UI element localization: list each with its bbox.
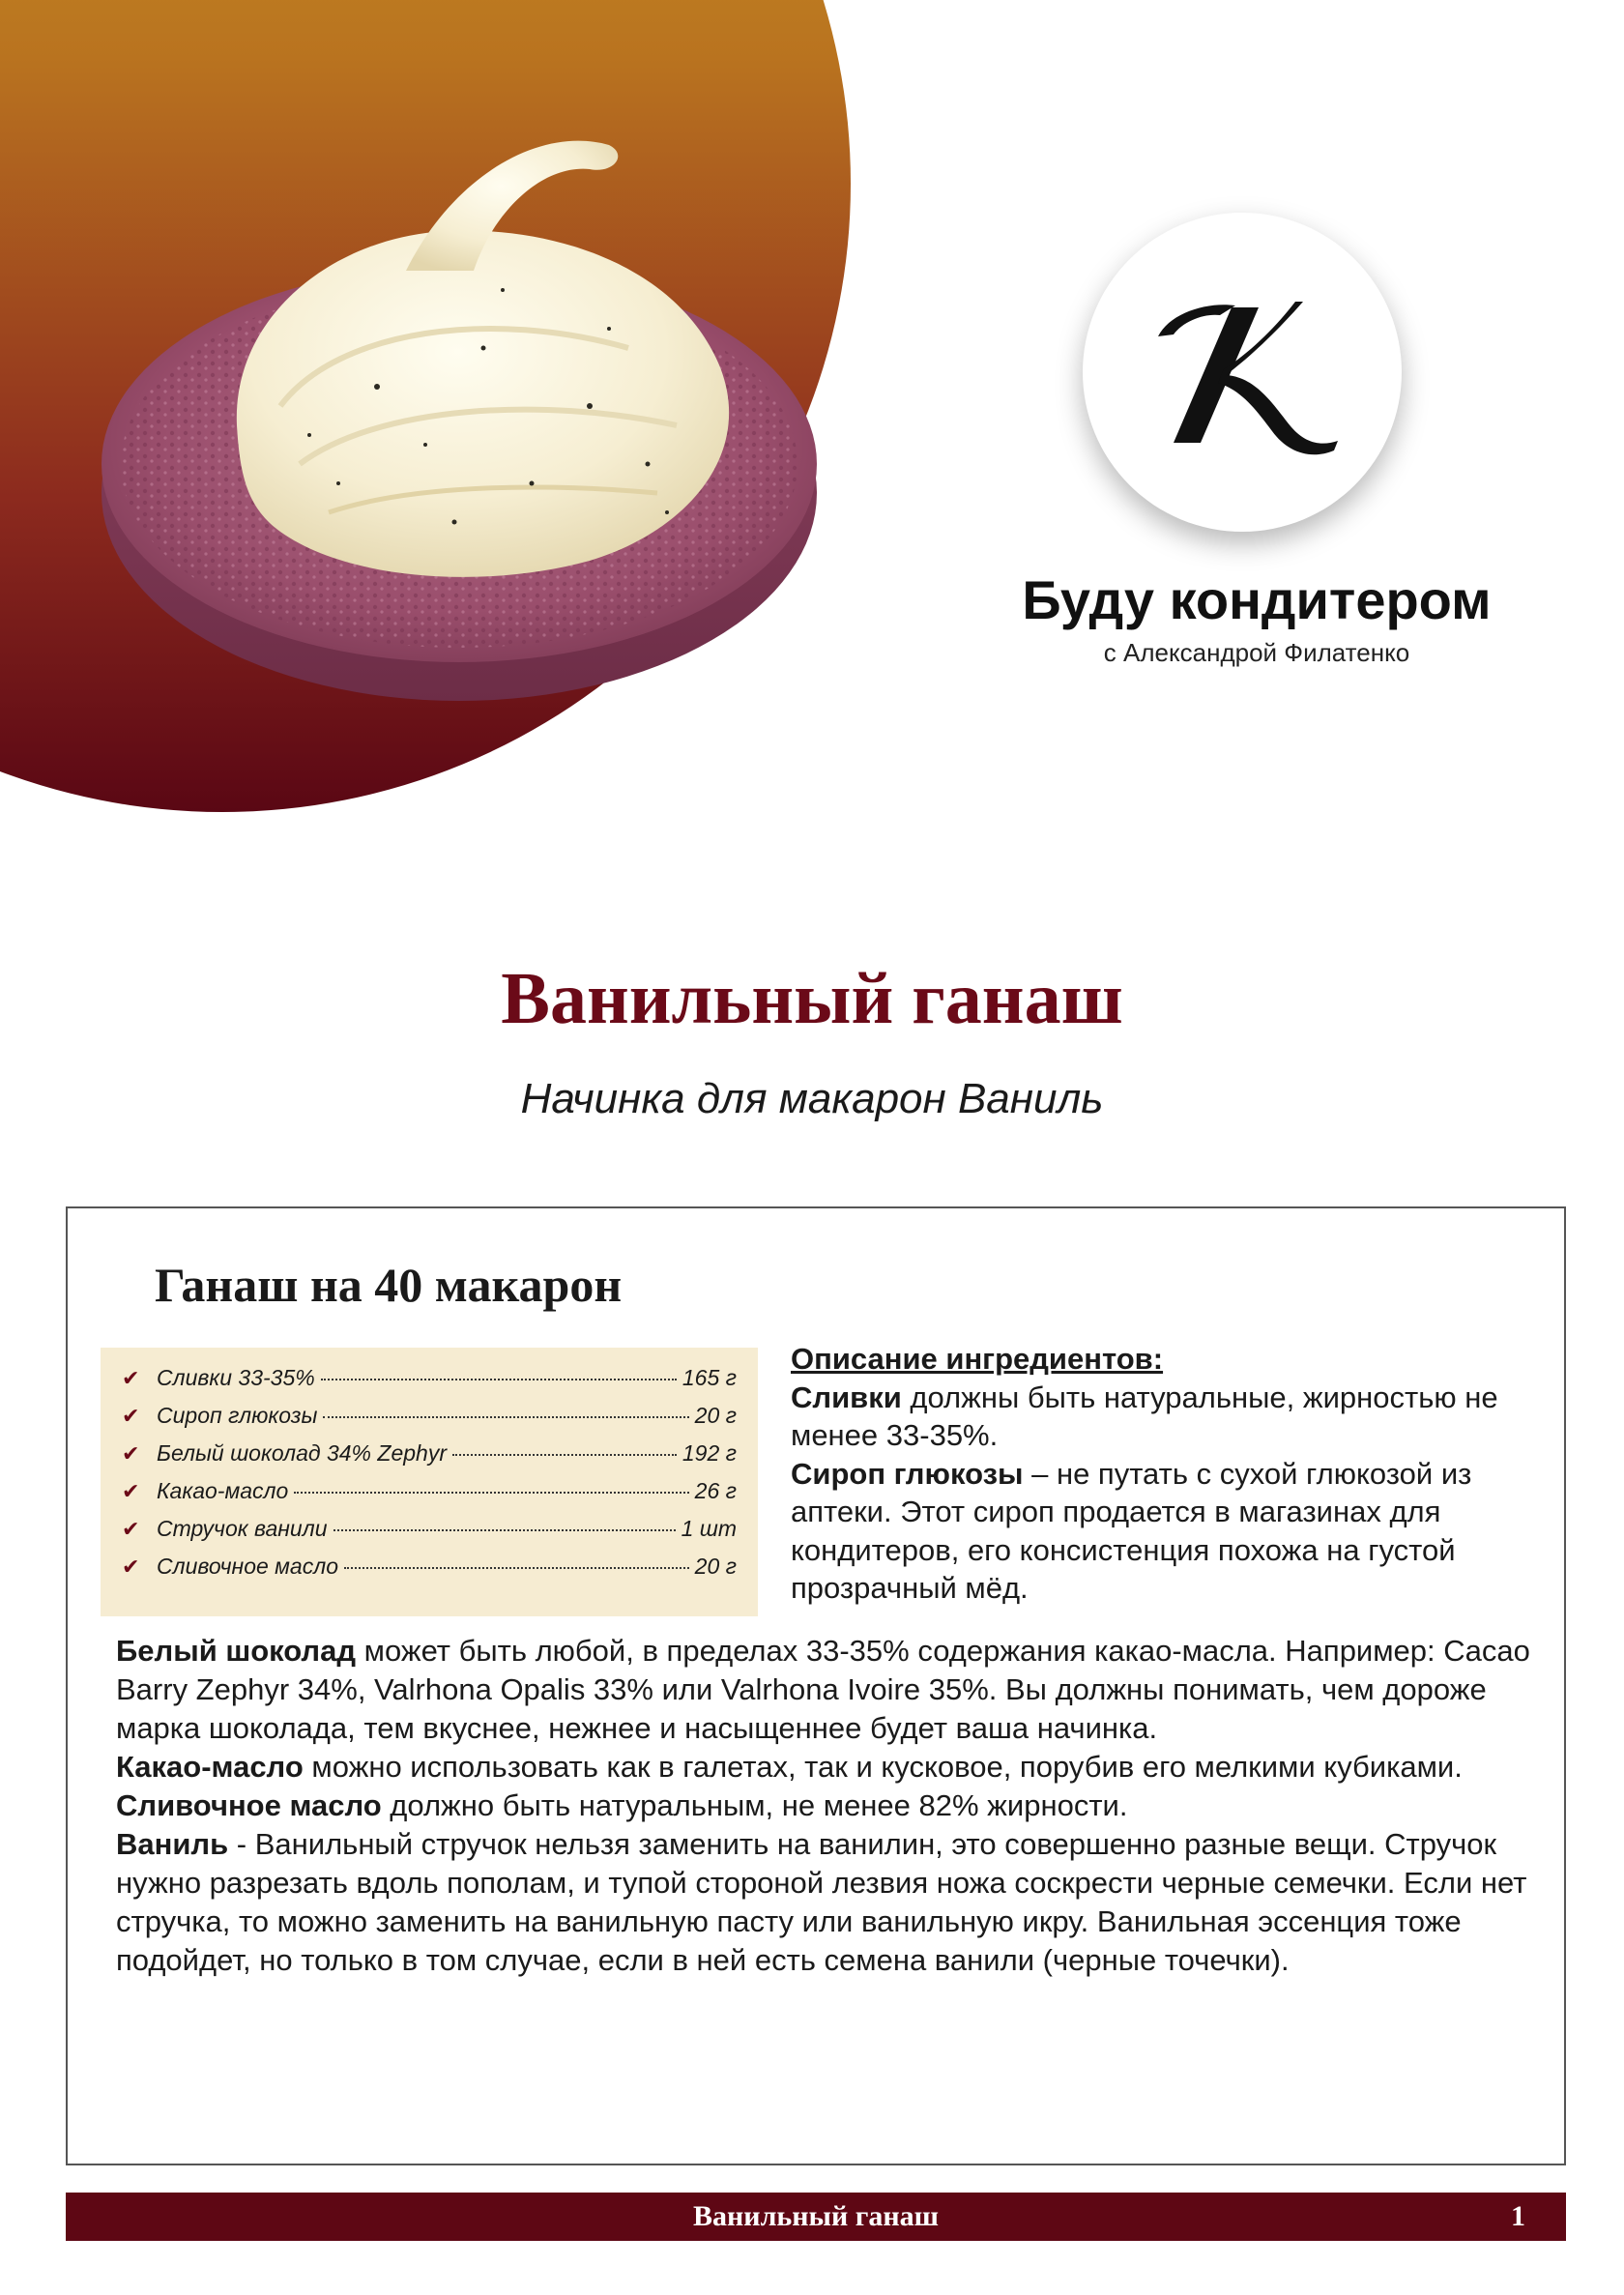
footer-title: Ванильный ганаш	[692, 2200, 939, 2232]
description-heading: Описание ингредиентов:	[791, 1342, 1164, 1376]
ingredient-amount: 20 г	[694, 1554, 737, 1579]
check-icon: ✔	[122, 1441, 140, 1466]
dot-leader	[344, 1567, 689, 1569]
ingredient-name: Стручок ванили	[157, 1516, 328, 1541]
butter-paragraph	[116, 1787, 1537, 1825]
ingredient-name: Сливочное масло	[157, 1554, 338, 1579]
ingredient-row	[122, 1516, 737, 1554]
cocoa-paragraph	[116, 1748, 1537, 1787]
glucose-text: – не путать с сухой глюкозой из аптеки. Этот сироп продается в магазинах для кондитеров, его консистенция похожа на густой прозрачный мёд.	[791, 1456, 1472, 1605]
ingredient-amount: 165 г	[682, 1365, 737, 1390]
ingredient-amount: 192 г	[682, 1440, 737, 1466]
ingredient-amount: 20 г	[694, 1403, 737, 1428]
ingredient-row	[122, 1478, 737, 1516]
macaron-photo	[87, 116, 860, 735]
ingredient-row	[122, 1365, 737, 1403]
dot-leader	[321, 1379, 677, 1380]
recipe-box	[66, 1206, 1566, 2165]
page-subtitle: Начинка для макарон Ваниль	[520, 1075, 1104, 1122]
vanilla-paragraph	[116, 1825, 1537, 1980]
dot-leader	[323, 1416, 688, 1418]
butter-term: Сливочное масло	[116, 1788, 382, 1822]
vanilla-term: Ваниль	[116, 1827, 229, 1861]
check-icon: ✔	[122, 1366, 140, 1390]
description-body	[116, 1632, 1537, 1980]
ingredient-name: Белый шоколад 34% Zephyr	[157, 1440, 447, 1466]
vanilla-text: - Ванильный стручок нельзя заменить на ванилин, это совершенно разные вещи. Стручок нужно разрезать вдоль пополам, и тупой стороной лезвия ножа соскрести черные семечки. Если нет стручка, то можно заменить на ванильную пасту или ванильную икру. Ванильная эссенция тоже подойдет, но только в том случае, если в ней есть семена ванили (черные точечки).	[116, 1827, 1527, 1977]
ingredient-name: Какао-масло	[157, 1478, 289, 1503]
check-icon: ✔	[122, 1517, 140, 1541]
k-monogram-icon	[1131, 280, 1353, 464]
cocoa-term: Какао-масло	[116, 1750, 304, 1784]
ingredient-row	[122, 1440, 737, 1478]
recipe-title: Ганаш на 40 макарон	[155, 1258, 623, 1312]
glucose-paragraph	[791, 1455, 1554, 1608]
ingredient-row	[122, 1554, 737, 1591]
dot-leader	[452, 1454, 677, 1456]
ingredient-amount: 1 шт	[681, 1516, 737, 1541]
page-footer	[66, 2193, 1566, 2241]
page-title: Ванильный ганаш	[501, 958, 1123, 1039]
cocoa-text: можно использовать как в галетах, так и кусковое, порубив его мелкими кубиками.	[303, 1750, 1463, 1784]
page-number: 1	[1511, 2200, 1525, 2232]
ingredient-amount: 26 г	[694, 1478, 737, 1503]
ingredients-list	[101, 1348, 758, 1616]
chocolate-paragraph	[116, 1632, 1537, 1748]
dot-leader	[294, 1492, 688, 1494]
cream-text: должны быть натуральные, жирностью не менее 33-35%.	[791, 1380, 1498, 1452]
ingredients-description	[791, 1340, 1554, 1608]
chocolate-term: Белый шоколад	[116, 1634, 357, 1668]
brand-subtitle: с Александрой Филатенко	[1103, 638, 1410, 667]
ingredient-name: Сливки 33-35%	[157, 1365, 315, 1390]
brand-logo	[1083, 213, 1402, 532]
ingredient-row	[122, 1403, 737, 1440]
check-icon: ✔	[122, 1404, 140, 1428]
glucose-term: Сироп глюкозы	[791, 1456, 1024, 1491]
ingredient-name: Сироп глюкозы	[157, 1403, 318, 1428]
butter-text: должно быть натуральным, не менее 82% жирности.	[381, 1788, 1128, 1822]
chocolate-text: может быть любой, в пределах 33-35% содержания какао-масла. Например: Cacao Barry Zephyr 34%, Valrhona Opalis 33% или Valrhona Ivoire 35%. Вы должны понимать, чем дороже марка шоколада, тем вкуснее, нежнее и насыщеннее будет ваша начинка.	[116, 1634, 1530, 1745]
check-icon: ✔	[122, 1479, 140, 1503]
check-icon: ✔	[122, 1554, 140, 1579]
dot-leader	[334, 1529, 676, 1531]
cream-paragraph	[791, 1379, 1554, 1455]
cream-term: Сливки	[791, 1380, 902, 1414]
brand-name: Буду кондитером	[1022, 569, 1492, 630]
